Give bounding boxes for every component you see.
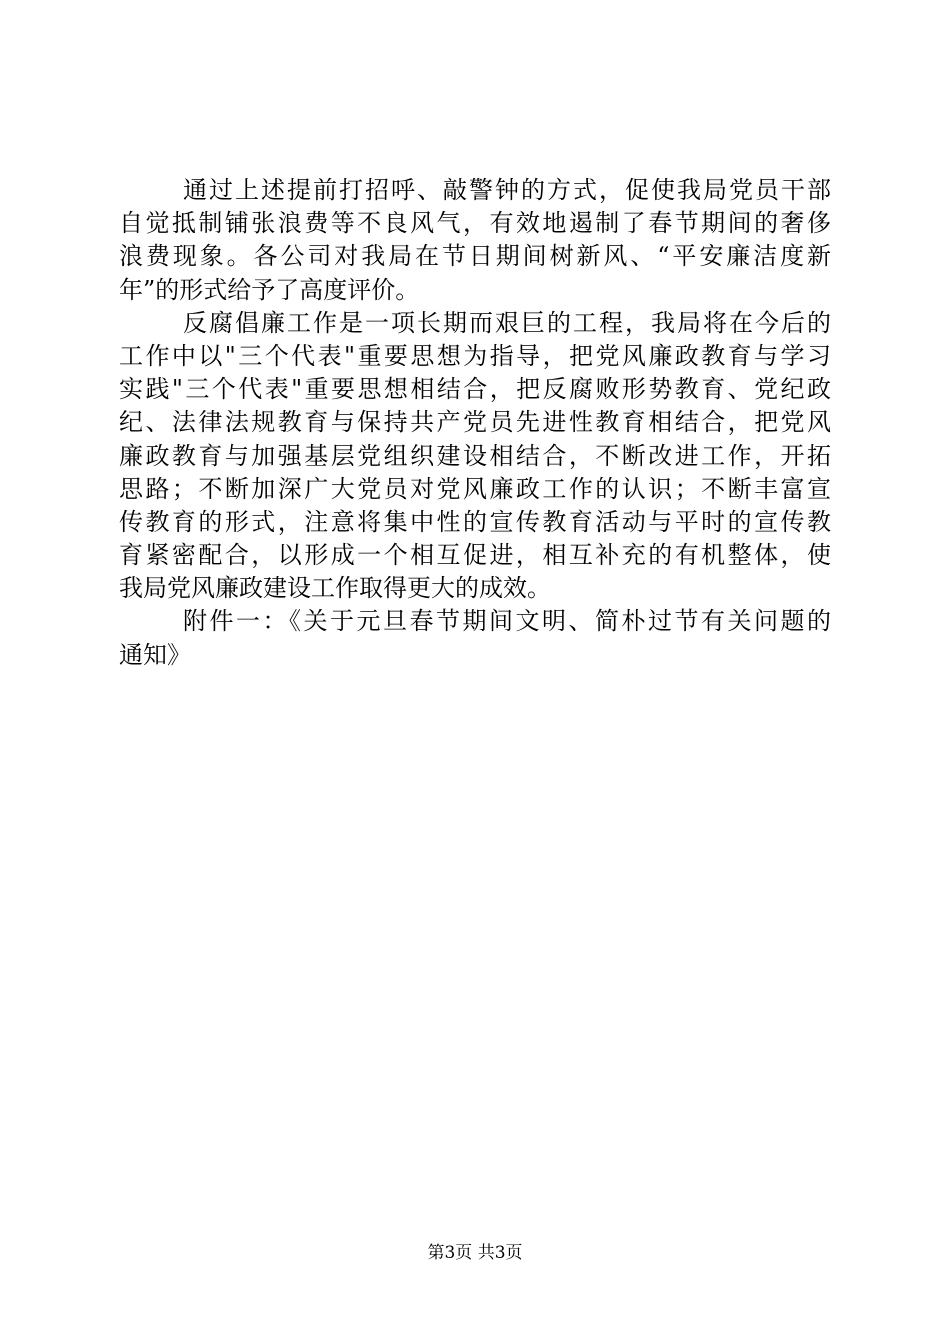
paragraph-line: 自觉抵制铺张浪费等不良风气，有效地遏制了春节期间的奢侈 bbox=[119, 209, 831, 238]
page-number-footer: 第3页 共3页 bbox=[427, 1243, 523, 1263]
paragraph-frugality bbox=[119, 174, 831, 307]
paragraph-line: 通知》 bbox=[119, 640, 191, 669]
paragraph-line: 工作中以"三个代表"重要思想为指导，把党风廉政教育与学习 bbox=[119, 341, 831, 370]
paragraph-line: 反腐倡廉工作是一项长期而艰巨的工程，我局将在今后的 bbox=[183, 308, 831, 337]
paragraph-line: 传教育的形式，注意将集中性的宣传教育活动与平时的宣传教 bbox=[119, 507, 831, 536]
paragraph-line: 年”的形式给予了高度评价。 bbox=[119, 275, 420, 304]
paragraph-line: 浪费现象。各公司对我局在节日期间树新风、“平安廉洁度新 bbox=[119, 242, 831, 271]
paragraph-attachment bbox=[119, 605, 831, 671]
paragraph-line: 廉政教育与加强基层党组织建设相结合，不断改进工作，开拓 bbox=[119, 441, 831, 470]
paragraph-line: 通过上述提前打招呼、敲警钟的方式，促使我局党员干部 bbox=[183, 176, 831, 204]
document-body bbox=[119, 174, 831, 672]
paragraph-anti-corruption bbox=[119, 307, 831, 606]
paragraph-line: 思路；不断加深广大党员对党风廉政工作的认识；不断丰富宣 bbox=[119, 474, 831, 503]
paragraph-line: 附件一：《关于元旦春节期间文明、简朴过节有关问题的 bbox=[183, 607, 831, 636]
paragraph-line: 育紧密配合，以形成一个相互促进，相互补充的有机整体，使 bbox=[119, 541, 831, 570]
paragraph-line: 我局党风廉政建设工作取得更大的成效。 bbox=[119, 574, 551, 603]
paragraph-line: 实践"三个代表"重要思想相结合，把反腐败形势教育、党纪政 bbox=[119, 375, 831, 404]
paragraph-line: 纪、法律法规教育与保持共产党员先进性教育相结合，把党风 bbox=[119, 408, 831, 437]
